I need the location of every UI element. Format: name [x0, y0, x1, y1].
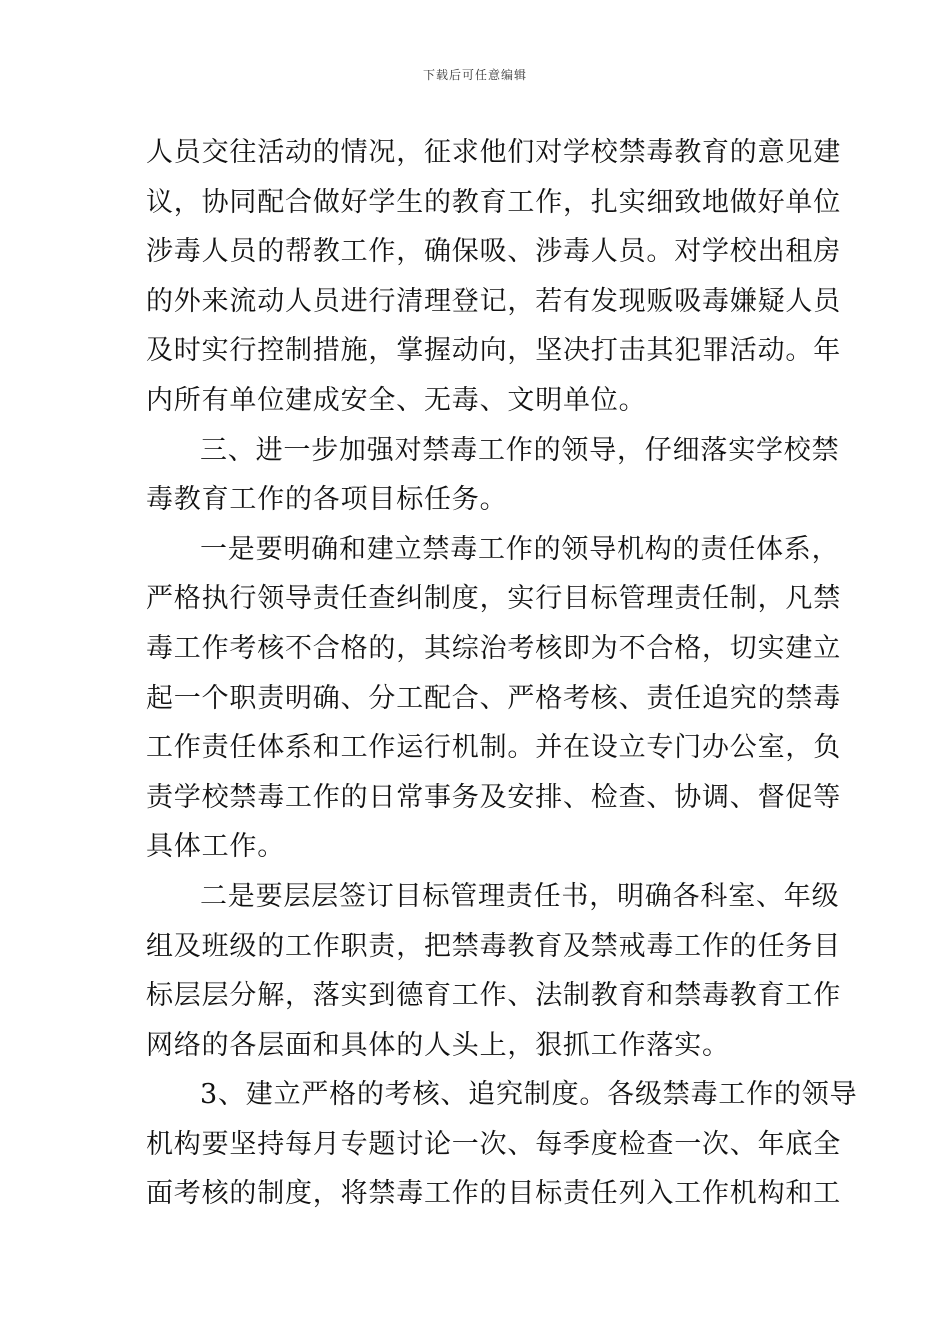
text-line: 面考核的制度，将禁毒工作的目标责任列入工作机构和工	[146, 1178, 841, 1210]
text-line: 标层层分解，落实到德育工作、法制教育和禁毒教育工作	[146, 980, 841, 1012]
text-line: 毒教育工作的各项目标任务。	[146, 484, 508, 516]
text-line: 内所有单位建成安全、无毒、文明单位。	[146, 384, 647, 416]
text-line: 组及班级的工作职责，把禁毒教育及禁戒毒工作的任务目	[146, 930, 841, 962]
text-line: 具体工作。	[146, 831, 285, 863]
body-text	[146, 128, 858, 1219]
page-header: 下载后可任意编辑	[422, 68, 527, 82]
text-line: 议，协同配合做好学生的教育工作，扎实细致地做好单位	[146, 186, 841, 218]
text-line: 三、进一步加强对禁毒工作的领导，仔细落实学校禁	[200, 434, 840, 466]
text-line: 毒工作考核不合格的，其综治考核即为不合格，切实建立	[146, 632, 841, 664]
text-line: 工作责任体系和工作运行机制。并在设立专门办公室，负	[146, 732, 841, 764]
text-line: 机构要坚持每月专题讨论一次、每季度检查一次、年底全	[146, 1128, 841, 1160]
text-line: 涉毒人员的帮教工作，确保吸、涉毒人员。对学校出租房	[146, 236, 841, 268]
text-line: 起一个职责明确、分工配合、严格考核、责任追究的禁毒	[146, 682, 841, 714]
text-line: 严格执行领导责任查纠制度，实行目标管理责任制，凡禁	[146, 583, 841, 615]
text-line: 网络的各层面和具体的人头上，狠抓工作落实。	[146, 1029, 730, 1061]
text-line: 3、建立严格的考核、追究制度。各级禁毒工作的领导	[200, 1079, 858, 1111]
text-line: 二是要层层签订目标管理责任书，明确各科室、年级	[200, 880, 840, 912]
text-line: 人员交往活动的情况，征求他们对学校禁毒教育的意见建	[146, 137, 841, 168]
text-line: 责学校禁毒工作的日常事务及安排、检查、协调、督促等	[146, 781, 841, 813]
text-line: 一是要明确和建立禁毒工作的领导机构的责任体系，	[200, 533, 840, 565]
text-line: 的外来流动人员进行清理登记，若有发现贩吸毒嫌疑人员	[146, 285, 841, 317]
text-line: 及时实行控制措施，掌握动向，坚决打击其犯罪活动。年	[146, 335, 841, 367]
